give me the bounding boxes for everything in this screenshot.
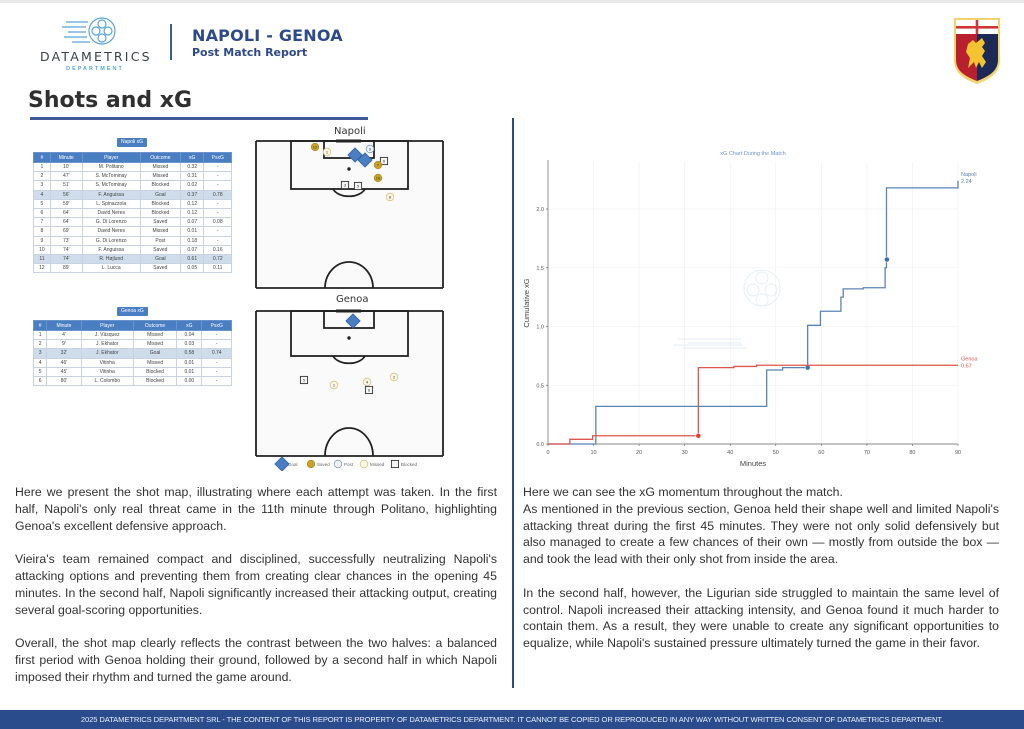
table-cell: 0.04 [177, 331, 202, 340]
table-cell: 74' [50, 245, 82, 254]
table-cell: 3 [34, 181, 51, 190]
logo-subtitle: DEPARTMENT [66, 66, 124, 72]
table-cell: F. Anguissa [82, 245, 140, 254]
watermark-ball-icon [673, 270, 780, 348]
datametrics-logo [40, 16, 150, 72]
table-cell: 0.12 [181, 208, 204, 217]
table-cell: 0.03 [177, 340, 202, 349]
table-cell: Blocked [140, 199, 180, 208]
column-header: # [34, 153, 51, 163]
table-cell: Goal [140, 254, 180, 263]
shot-number: 7 [376, 162, 380, 168]
table-cell: 47' [50, 172, 82, 181]
table-cell: - [204, 199, 232, 208]
table-cell: David Neres [82, 227, 140, 236]
table-cell: 56' [50, 190, 82, 199]
table-cell: 0.07 [181, 245, 204, 254]
shot-number: 3 [343, 182, 347, 188]
napoli-pitch [256, 141, 443, 288]
table-cell: 0.58 [177, 349, 202, 358]
copyright-footer: 2025 DATAMETRICS DEPARTMENT SRL - THE CONTENT OF THIS REPORT IS PROPERTY OF DATAMETRICS DEPARTMENT. IT CANNOT BE COPIED OR REPRODUCED IN ANY WAY WITHOUT WRITTEN CONSENT OF DATAMETRICS DEPARTMENT. [0, 710, 1024, 729]
shot-marker-saved [374, 174, 382, 182]
shot-marker-blocked [365, 386, 372, 393]
shot-marker-missed [330, 381, 338, 389]
table-cell: 0.74 [202, 349, 232, 358]
x-tick-label: 90 [954, 450, 962, 456]
table-cell: - [204, 163, 232, 172]
table-cell: J. Ekhator [81, 349, 133, 358]
table-cell: M. Politano [82, 163, 140, 172]
table-cell: 0.31 [181, 172, 204, 181]
table-cell: F. Anguissa [82, 190, 140, 199]
legend-label: Post [344, 461, 354, 467]
table-cell: Blocked [133, 367, 176, 376]
table-cell: 0.37 [181, 190, 204, 199]
table-cell: 4' [47, 331, 81, 340]
table-cell: 5 [34, 367, 47, 376]
legend-item-saved [307, 460, 330, 468]
goal-point-genoa [696, 433, 701, 438]
column-header: xG [177, 321, 202, 331]
x-tick-label: 20 [636, 450, 643, 456]
x-tick-label: 0 [546, 450, 550, 456]
table-cell: Goal [140, 190, 180, 199]
table-cell: 0.11 [204, 264, 232, 273]
shot-number: 2 [392, 374, 396, 380]
table-cell: J. Vásquez [81, 331, 133, 340]
table-cell: - [204, 172, 232, 181]
table-cell: 64' [50, 208, 82, 217]
table-cell: 0.32 [181, 163, 204, 172]
table-cell: 10 [34, 245, 51, 254]
match-title: NAPOLI - GENOA [192, 26, 343, 45]
y-tick-label: 0.5 [536, 383, 544, 390]
shot-number: 10 [375, 175, 381, 181]
table-cell: - [204, 236, 232, 245]
x-axis-label: Minutes [739, 459, 767, 468]
table-cell: 1 [34, 163, 51, 172]
shot-number: 4 [365, 379, 369, 385]
table-cell: S. McTominay [82, 172, 140, 181]
column-header: Outcome [140, 153, 180, 163]
table-cell: 45' [47, 367, 81, 376]
table-cell: J. Ekhator [81, 340, 133, 349]
chart-title: xG Chart During the Match [720, 151, 786, 157]
table-cell: 0.12 [181, 199, 204, 208]
table-cell: 6 [34, 376, 47, 385]
table-cell: 0.18 [181, 236, 204, 245]
shotmap-paragraph-1: Here we present the shot map, illustrating where each attempt was taken. In the first half, Napoli's only real threat came in the 11th minute through Politano, highlighting Genoa's excellent defensive approach. [15, 485, 497, 533]
table-cell: 0.08 [204, 218, 232, 227]
shot-marker-saved [307, 460, 315, 468]
table-cell: Missed [140, 172, 180, 181]
table-cell: R. Højlund [82, 254, 140, 263]
table-cell: 2 [34, 340, 47, 349]
legend-label: Saved [317, 461, 330, 467]
table-cell: 6 [34, 208, 51, 217]
table-cell: 74' [50, 254, 82, 263]
table-cell: Saved [140, 218, 180, 227]
column-header: Outcome [133, 321, 176, 331]
xg-commentary [523, 484, 999, 652]
shotmap-commentary [15, 484, 497, 686]
football-speed-icon [62, 16, 128, 48]
column-divider [512, 118, 514, 688]
shot-number: 12 [312, 144, 318, 150]
shot-marker-missed [363, 378, 371, 386]
table-cell: 10' [50, 163, 82, 172]
shot-number: 1 [325, 149, 329, 155]
table-cell: 9' [47, 340, 81, 349]
shot-marker-missed [323, 148, 331, 156]
top-border [0, 0, 1024, 3]
table-cell: 64' [50, 218, 82, 227]
x-tick-label: 10 [590, 450, 597, 456]
table-cell: Goal [133, 349, 176, 358]
table-cell: - [202, 367, 232, 376]
table-cell: 46' [47, 358, 81, 367]
xg-paragraph-2: As mentioned in the previous section, Genoa held their shape well and limited Napoli's attacking threat during the first 45 minutes. They were not only solid defensively but also managed to create a few chances of their own — mostly from outside the box — and took the lead with their only shot from inside the area. [523, 501, 999, 567]
shot-marker-blocked [300, 376, 307, 383]
x-tick-label: 50 [772, 450, 779, 456]
table-cell: Missed [133, 358, 176, 367]
table-cell: - [202, 358, 232, 367]
column-header: Minute [50, 153, 82, 163]
table-cell: G. Di Lorenzo [82, 218, 140, 227]
table-cell: 73' [50, 236, 82, 245]
legend-item-missed [360, 460, 385, 468]
table-cell: Blocked [133, 376, 176, 385]
table-cell: Missed [140, 163, 180, 172]
table-cell: Missed [133, 340, 176, 349]
legend-label: Blocked [401, 461, 418, 467]
table-cell: 3 [34, 349, 47, 358]
shots-figure [25, 123, 451, 471]
table-cell: 0.16 [204, 245, 232, 254]
x-tick-label: 60 [818, 450, 825, 456]
header-divider [170, 24, 172, 60]
shotmap-paragraph-2: Vieira's team remained compact and disciplined, successfully neutralizing Napoli's attacking options and preventing them from creating clear chances in the opening 45 minutes. In the second half, Napoli significantly increased their attacking output, creating several goal-scoring opportunities. [15, 552, 497, 617]
y-tick-label: 1.0 [536, 324, 544, 331]
table-cell: G. Di Lorenzo [82, 236, 140, 245]
shot-marker-missed [360, 460, 368, 468]
y-tick-label: 1.5 [536, 265, 544, 272]
genoa-table-badge: Genoa xG [117, 307, 148, 316]
table-cell: Vitinha [81, 358, 133, 367]
column-header: Minute [47, 321, 81, 331]
column-header: PsxG [204, 153, 232, 163]
table-cell: 0.07 [181, 218, 204, 227]
table-cell: L. Spinazzola [82, 199, 140, 208]
shot-marker-post [334, 460, 342, 468]
table-cell: 89' [50, 264, 82, 273]
table-cell: 9 [34, 236, 51, 245]
legend-item-post [334, 460, 354, 468]
table-cell: 0.05 [181, 264, 204, 273]
logo-wordmark: DATAMETRICS [40, 49, 152, 64]
series-value-napoli: 2.24 [961, 178, 972, 185]
shot-maps [25, 123, 451, 471]
series-line-napoli [548, 181, 958, 444]
table-cell: 2 [34, 172, 51, 181]
table-cell: 12 [34, 264, 51, 273]
shotmap-paragraph-3: Overall, the shot map clearly reflects the contrast between the two halves: a balanced first period with Genoa holding their ground, followed by a second half in which Napoli imposed their rhythm and turned the game around. [15, 636, 497, 684]
x-tick-label: 40 [727, 450, 734, 456]
table-cell: Missed [140, 227, 180, 236]
y-axis-label: Cumulative xG [522, 278, 531, 328]
table-cell: 11 [34, 254, 51, 263]
table-cell: 0.61 [181, 254, 204, 263]
table-cell: S. McTominay [82, 181, 140, 190]
table-cell: 0.00 [177, 376, 202, 385]
column-header: # [34, 321, 47, 331]
shot-marker-missed [386, 193, 394, 201]
table-cell: 0.02 [181, 181, 204, 190]
shot-marker-saved [311, 143, 319, 151]
table-cell: 59' [50, 199, 82, 208]
table-cell: 8 [34, 227, 51, 236]
shot-marker-missed [390, 373, 398, 381]
xg-paragraph-1: Here we can see the xG momentum throughout the match. [523, 485, 843, 499]
xg-paragraph-3: In the second half, however, the Ligurian side struggled to maintain the same level of control. Napoli increased their attacking intensity, and Genoa found it much harder to contain them. As a result, they were unable to create any significant opportunities to equalize, while Napoli's sustained pressure ultimately turned the game in their favor. [523, 585, 999, 651]
series-line-genoa [548, 365, 958, 444]
report-subtitle: Post Match Report [192, 46, 308, 59]
legend-item-blocked [391, 460, 417, 467]
shot-marker-post [366, 145, 374, 153]
shot-number: 6 [367, 387, 371, 393]
table-cell: Post [140, 236, 180, 245]
shot-marker-blocked [341, 181, 348, 188]
legend-label: Goal [288, 461, 298, 467]
table-cell: L. Colombo [81, 376, 133, 385]
table-cell: 5 [34, 199, 51, 208]
shot-marker-blocked [354, 182, 361, 189]
series-value-genoa: 0.67 [961, 363, 972, 370]
shot-number: 1 [332, 382, 336, 388]
shot-marker-goal [275, 457, 289, 471]
table-cell: 7 [34, 218, 51, 227]
goal-point-napoli [884, 257, 889, 262]
genoa-pitch-label: Genoa [336, 294, 369, 305]
table-cell: 1 [34, 331, 47, 340]
table-cell: 4 [34, 190, 51, 199]
column-header: Player [82, 153, 140, 163]
table-cell: 0.78 [204, 190, 232, 199]
napoli-table-badge: Napoli xG [117, 138, 147, 147]
table-cell: 0.01 [177, 358, 202, 367]
shot-number: 6 [382, 158, 386, 164]
legend-item-goal [275, 457, 298, 471]
table-cell: Saved [140, 245, 180, 254]
napoli-pitch-label: Napoli [334, 126, 366, 137]
y-tick-label: 2.0 [536, 207, 544, 213]
table-cell: 4 [34, 358, 47, 367]
table-cell: 80' [47, 376, 81, 385]
series-label-napoli: Napoli [961, 171, 977, 178]
table-cell: L. Lucca [82, 264, 140, 273]
x-tick-label: 30 [681, 450, 688, 456]
x-tick-label: 80 [909, 450, 916, 456]
shot-marker-saved [374, 161, 382, 169]
column-header: xG [181, 153, 204, 163]
table-cell: Vitinha [81, 367, 133, 376]
table-cell: - [202, 376, 232, 385]
x-tick-label: 70 [863, 450, 870, 456]
table-cell: - [202, 340, 232, 349]
table-cell: - [204, 208, 232, 217]
series-label-genoa: Genoa [961, 356, 978, 363]
xg-chart [515, 140, 985, 470]
section-underline [30, 117, 368, 120]
table-cell: - [204, 227, 232, 236]
column-header: Player [81, 321, 133, 331]
table-cell: 0.01 [181, 227, 204, 236]
section-title: Shots and xG [28, 88, 193, 113]
table-cell: Blocked [140, 208, 180, 217]
table-cell: 32' [47, 349, 81, 358]
table-cell: 0.01 [177, 367, 202, 376]
genoa-pitch [256, 311, 443, 456]
table-cell: 69' [50, 227, 82, 236]
table-cell: - [202, 331, 232, 340]
legend-label: Missed [370, 461, 385, 467]
y-tick-label: 0.0 [536, 442, 544, 448]
shot-number: 9 [368, 146, 372, 152]
table-cell: Saved [140, 264, 180, 273]
column-header: PsxG [202, 321, 232, 331]
genoa-crest-icon [952, 16, 1002, 86]
shot-marker-blocked [391, 460, 398, 467]
table-cell: Blocked [140, 181, 180, 190]
table-cell: - [204, 181, 232, 190]
shot-number: 5 [302, 377, 306, 383]
shot-number: 5 [356, 183, 360, 189]
table-cell: 51' [50, 181, 82, 190]
table-cell: David Neres [82, 208, 140, 217]
table-cell: Missed [133, 331, 176, 340]
shot-number: 8 [388, 194, 392, 200]
table-cell: 0.72 [204, 254, 232, 263]
